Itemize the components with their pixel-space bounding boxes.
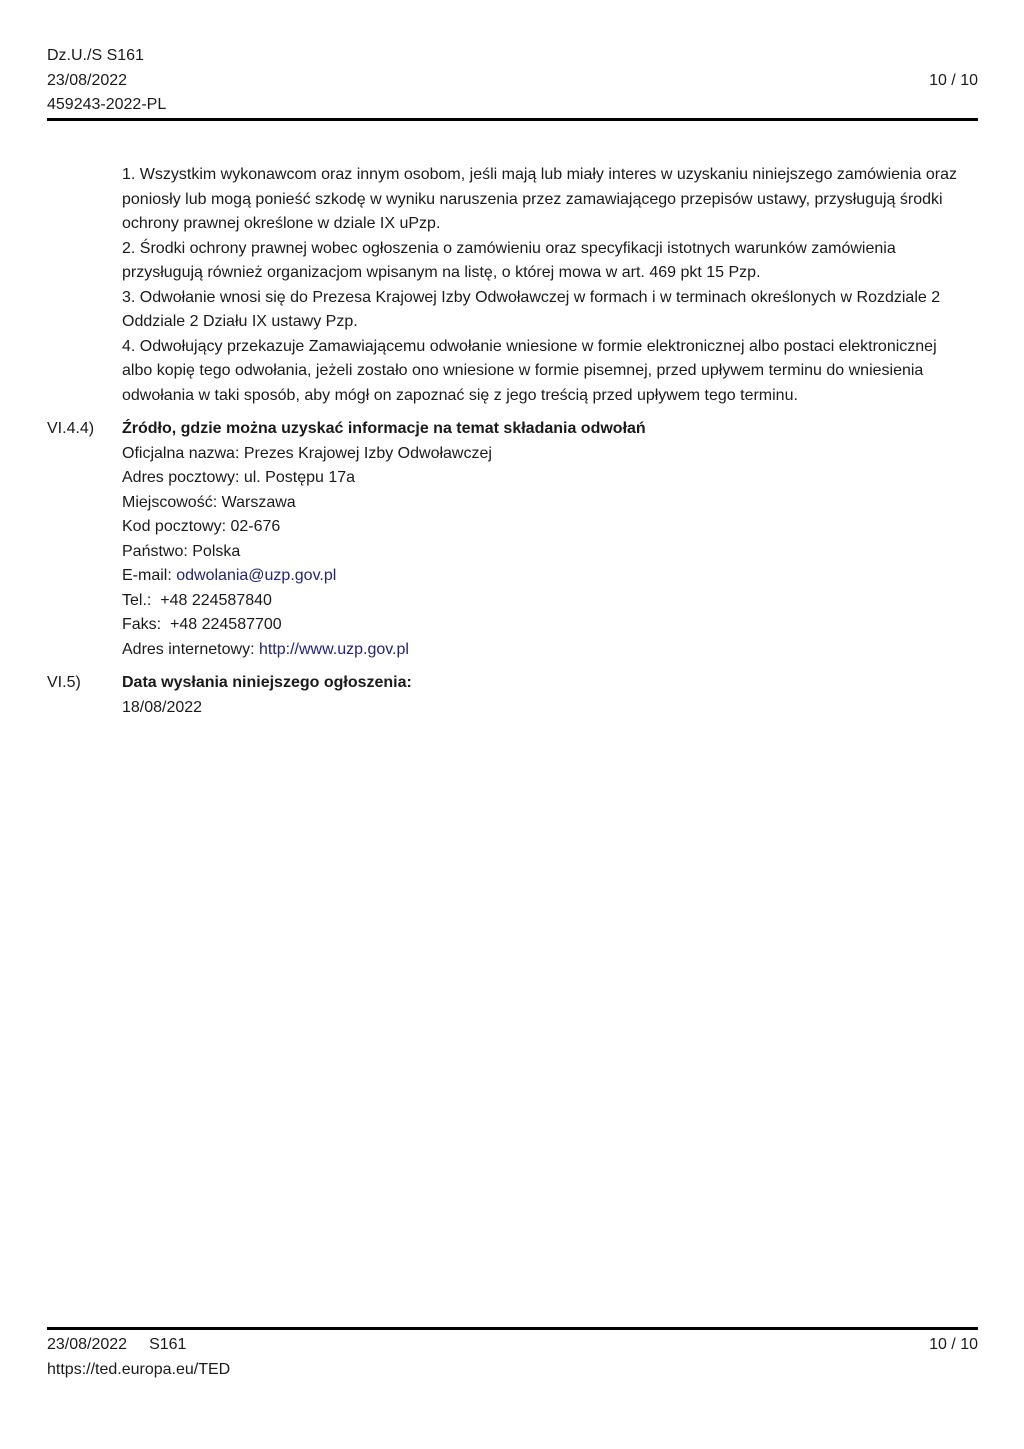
header-doc-number: 459243-2022-PL xyxy=(47,96,167,113)
section-vi5 xyxy=(47,671,962,720)
contact-email-line xyxy=(122,564,962,589)
section-vi5-number: VI.5) xyxy=(47,674,81,691)
header-date: 23/08/2022 xyxy=(47,71,128,89)
page-footer xyxy=(47,1333,978,1382)
section-vi5-body xyxy=(122,671,962,720)
footer-date: 23/08/2022 xyxy=(47,1336,128,1353)
legal-paragraph-1: 1. Wszystkim wykonawcom oraz innym osobom, jeśli mają lub miały interes w uzyskaniu niniejszego zamówienia oraz poniosły lub mogą ponieść szkodę w wyniku naruszenia przez zamawiającego przepisów ustawy, przysługują środki ochrony prawnej określone w dziale IX uPzp. xyxy=(122,166,957,232)
website-link[interactable]: http://www.uzp.gov.pl xyxy=(258,640,409,658)
internet-address-label: Adres internetowy: xyxy=(122,640,259,658)
section-vi44-number: VI.4.4) xyxy=(47,420,95,437)
header-left-block xyxy=(47,44,166,118)
section-vi5-title: Data wysłania niniejszego ogłoszenia: xyxy=(122,674,412,691)
contact-postal-code: Kod pocztowy: 02-676 xyxy=(122,518,281,535)
contact-fax: Faks: +48 224587700 xyxy=(122,616,282,633)
section-vi44-body xyxy=(122,417,962,662)
main-content xyxy=(47,163,962,720)
contact-postal-address: Adres pocztowy: ul. Postępu 17a xyxy=(122,469,356,486)
contact-internet-line xyxy=(122,638,962,663)
email-label: E-mail: xyxy=(122,567,177,584)
legal-text-body xyxy=(122,163,962,408)
contact-official-name: Oficjalna nazwa: Prezes Krajowej Izby Odwoławczej xyxy=(122,444,492,462)
header-journal: Dz.U./S S161 xyxy=(47,47,144,64)
legal-paragraph-3: 3. Odwołanie wnosi się do Prezesa Krajowej Izby Odwoławczej w formach i w terminach określonych w Rozdziale 2 Oddziale 2 Działu IX ustawy Pzp. xyxy=(122,288,941,330)
footer-page-indicator: 10 / 10 xyxy=(929,1336,978,1353)
section-vi44-title: Źródło, gdzie można uzyskać informacje na temat składania odwołań xyxy=(122,420,646,437)
contact-city: Miejscowość: Warszawa xyxy=(122,493,296,511)
section-label-empty xyxy=(47,163,122,408)
header-divider xyxy=(47,118,978,121)
email-link[interactable]: odwolania@uzp.gov.pl xyxy=(176,567,337,584)
footer-url: https://ted.europa.eu/TED xyxy=(47,1360,231,1378)
section-legal-text xyxy=(47,163,962,408)
footer-divider xyxy=(47,1327,978,1330)
legal-paragraph-2: 2. Środki ochrony prawnej wobec ogłoszenia o zamówieniu oraz specyfikacji istotnych warunków zamówienia przysługują również organizacjom wpisanym na listę, o której mowa w art. 469 pkt 15 Pzp. xyxy=(122,239,896,281)
contact-country: Państwo: Polska xyxy=(122,542,241,560)
contact-phone: Tel.: +48 224587840 xyxy=(122,591,272,609)
header-page-indicator: 10 / 10 xyxy=(929,71,978,89)
dispatch-date: 18/08/2022 xyxy=(122,698,203,716)
legal-paragraph-4: 4. Odwołujący przekazuje Zamawiającemu odwołanie wniesione w formie elektronicznej albo postaci elektronicznej albo kopię tego odwołania, jeżeli zostało ono wniesione w formie pisemnej, przed upływem terminu do wniesienia odwołania w taki sposób, aby mógł on zapoznać się z jego treścią przed upływem tego terminu. xyxy=(122,337,937,404)
footer-series: S161 xyxy=(149,1336,187,1353)
footer-row xyxy=(47,1333,978,1358)
section-vi44 xyxy=(47,417,962,662)
page-header xyxy=(47,44,978,118)
